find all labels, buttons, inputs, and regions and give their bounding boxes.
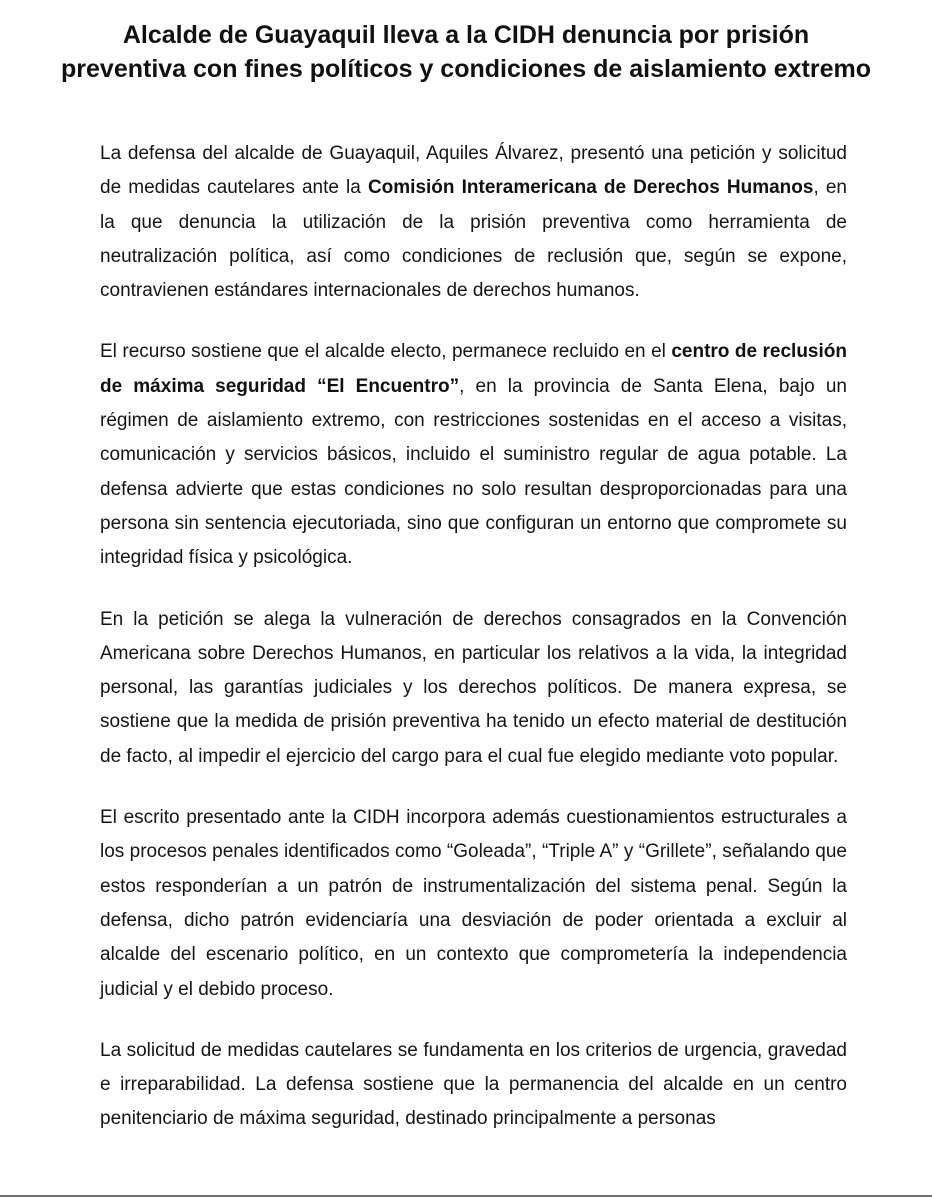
paragraph-3: En la petición se alega la vulneración de derechos consagrados en la Convención Americana sobre Derechos Humanos, en particular los relativos a la vida, la integridad personal, las garantías judiciales y los derechos políticos. De manera expresa, se sostiene que la medida de prisión preventiva ha tenido un efecto material de destitución de facto, al impedir el ejercicio del cargo para el cual fue elegido mediante voto popular. [100,608,847,767]
paragraph-1-bold-cidh: Comisión Interamericana de Derechos Humanos [367,177,814,199]
page-bottom-divider [0,1195,932,1197]
paragraph-1-text-a: La defensa del alcalde de Guayaquil, Aquiles Álvarez, presentó una petición y solicitud de medidas cautelares ante la [100,143,847,199]
paragraph-2-bold-prison: centro de reclusión de máxima seguridad “El Encuentro” [100,341,847,397]
paragraph-1-text-c: , en la que denuncia la utilización de la prisión preventiva como herramienta de neutralización política, así como condiciones de reclusión que, según se expone, contravienen estándares internacionales de derechos humanos. [100,177,847,302]
document-title: Alcalde de Guayaquil lleva a la CIDH denuncia por prisión preventiva con fines políticos y condiciones de aislamiento extremo [61,21,871,83]
paragraph-2-text-a: El recurso sostiene que el alcalde electo, permanece recluido en el [100,341,672,363]
paragraph-2 [100,335,847,575]
document-body [100,137,847,1164]
paragraph-5: La solicitud de medidas cautelares se fundamenta en los criterios de urgencia, gravedad e irreparabilidad. La defensa sostiene que la permanencia del alcalde en un centro penitenciario de máxima seguridad, destinado principalmente a personas [100,1039,847,1130]
paragraph-2-text-c: , en la provincia de Santa Elena, bajo un régimen de aislamiento extremo, con restricciones sostenidas en el acceso a visitas, comunicación y servicios básicos, incluido el suministro regular de agua potable. La defensa advierte que estas condiciones no solo resultan desproporcionadas para una persona sin sentencia ejecutoriada, sino que configuran un entorno que compromete su integridad física y psicológica. [100,375,847,569]
paragraph-1 [100,137,847,308]
paragraph-4: El escrito presentado ante la CIDH incorpora además cuestionamientos estructurales a los procesos penales identificados como “Goleada”, “Triple A” y “Grillete”, señalando que estos responderían a un patrón de instrumentalización del sistema penal. Según la defensa, dicho patrón evidenciaría una desviación de poder orientada a excluir al alcalde del escenario político, en un contexto que comprometería la independencia judicial y el debido proceso. [100,807,847,1000]
